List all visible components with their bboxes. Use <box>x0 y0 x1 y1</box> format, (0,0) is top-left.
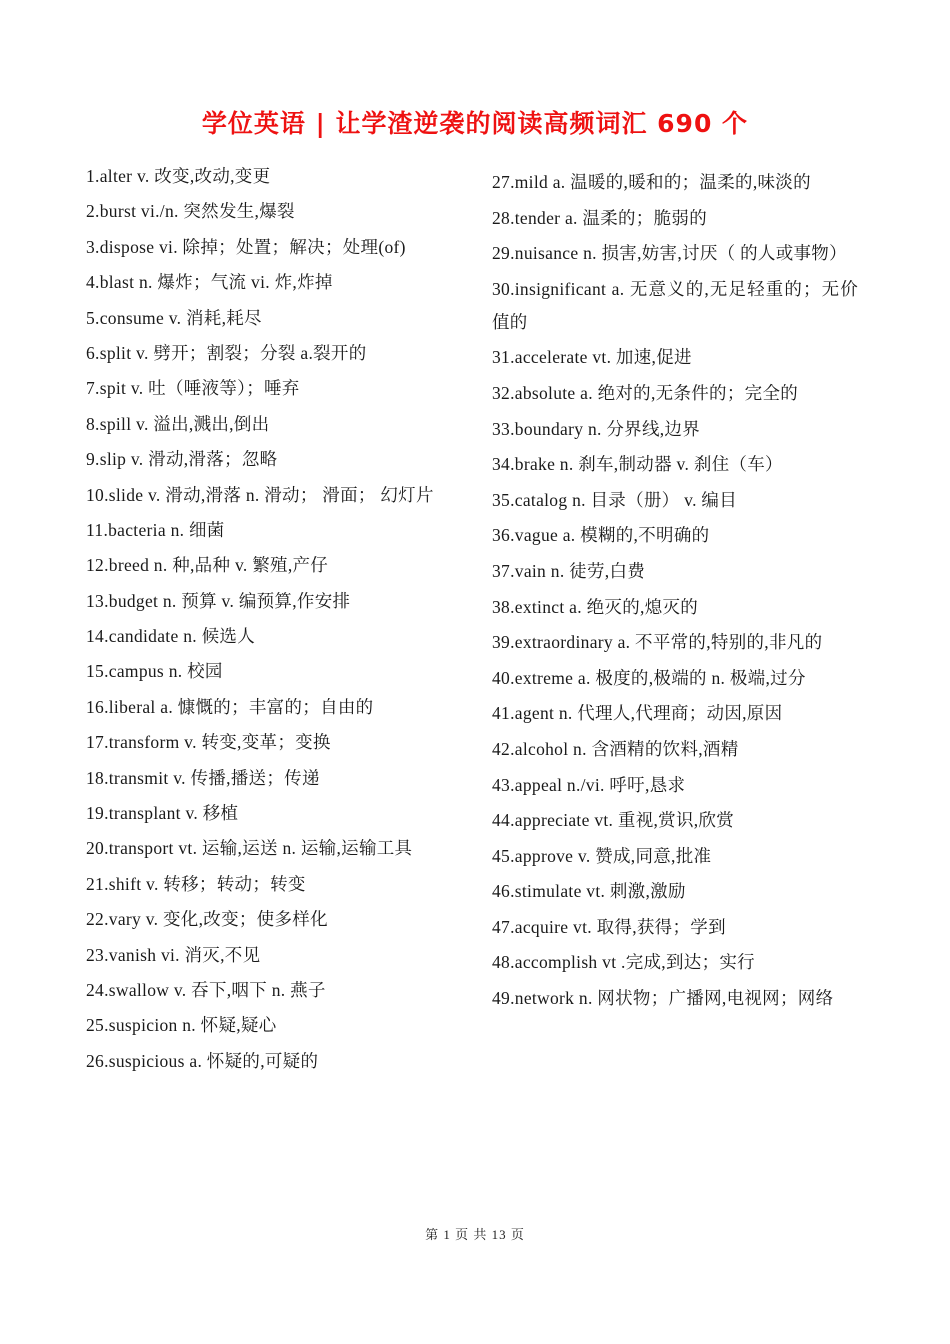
vocab-entry: 39.extraordinary a. 不平常的,特别的,非凡的 <box>492 632 823 653</box>
vocab-entry: 26.suspicious a. 怀疑的,可疑的 <box>86 1050 319 1071</box>
vocab-entry: 17.transform v. 转变,变革；变换 <box>86 732 331 753</box>
vocab-column-left <box>86 160 452 1080</box>
vocab-entry: 24.swallow v. 吞下,咽下 n. 燕子 <box>86 979 326 1000</box>
vocab-column-right <box>492 166 858 1018</box>
vocab-entry: 33.boundary n. 分界线,边界 <box>492 418 701 439</box>
vocab-entry: 11.bacteria n. 细菌 <box>86 519 225 540</box>
vocab-entry: 7.spit v. 吐（唾液等）；唾弃 <box>86 378 300 399</box>
vocab-entry: 32.absolute a. 绝对的,无条件的；完全的 <box>492 382 799 403</box>
vocab-entry: 36.vague a. 模糊的,不明确的 <box>492 525 710 546</box>
vocab-entry: 43.appeal n./vi. 呼吁,恳求 <box>492 774 686 795</box>
vocab-entry: 10.slide v. 滑动,滑落 n. 滑动； 滑面； 幻灯片 <box>86 484 434 505</box>
vocab-entry: 13.budget n. 预算 v. 编预算,作安排 <box>86 590 351 611</box>
vocab-entry: 31.accelerate vt. 加速,促进 <box>492 347 692 368</box>
vocab-entry: 4.blast n. 爆炸；气流 vi. 炸,炸掉 <box>86 272 333 293</box>
vocab-entry: 40.extreme a. 极度的,极端的 n. 极端,过分 <box>492 667 806 688</box>
vocab-entry: 27.mild a. 温暖的,暖和的；温柔的,味淡的 <box>492 172 811 192</box>
vocab-entry: 35.catalog n. 目录（册） v. 编目 <box>492 489 738 510</box>
vocab-entry: 34.brake n. 刹车,制动器 v. 刹住（车） <box>492 454 783 475</box>
vocab-entry: 20.transport vt. 运输,运送 n. 运输,运输工具 <box>86 838 413 859</box>
vocab-entry: 16.liberal a. 慷慨的；丰富的；自由的 <box>86 696 374 717</box>
vocab-entry: 14.candidate n. 候选人 <box>86 626 255 647</box>
page-footer: 第 1 页 共 13 页 <box>425 1227 525 1242</box>
vocab-entry: 6.split v. 劈开；割裂；分裂 a.裂开的 <box>86 342 367 363</box>
vocab-entry: 28.tender a. 温柔的；脆弱的 <box>492 207 707 228</box>
vocab-entry: 23.vanish vi. 消灭,不见 <box>86 944 261 965</box>
vocab-entry: 38.extinct a. 绝灭的,熄灭的 <box>492 596 699 617</box>
vocab-entry: 44.appreciate vt. 重视,赏识,欣赏 <box>492 810 735 831</box>
vocab-entry: 12.breed n. 种,品种 v. 繁殖,产仔 <box>86 555 329 576</box>
vocab-entry: 29.nuisance n. 损害,妨害,讨厌（ 的人或事物） <box>492 243 847 264</box>
vocab-entry: 22.vary v. 变化,改变；使多样化 <box>86 909 328 930</box>
vocab-entry: 21.shift v. 转移；转动；转变 <box>86 873 306 894</box>
vocab-entry: 49.network n. 网状物；广播网,电视网；网络 <box>492 988 834 1009</box>
vocab-entry: 46.stimulate vt. 刺激,激励 <box>492 881 686 902</box>
vocab-entry: 8.spill v. 溢出,溅出,倒出 <box>86 413 270 434</box>
vocab-entry: 5.consume v. 消耗,耗尽 <box>86 307 262 328</box>
vocab-entry: 42.alcohol n. 含酒精的饮料,酒精 <box>492 738 739 759</box>
vocab-entry: 1.alter v. 改变,改动,变更 <box>86 166 271 186</box>
vocab-entry: 41.agent n. 代理人,代理商；动因,原因 <box>492 703 783 724</box>
vocab-entry: 48.accomplish vt .完成,到达；实行 <box>492 952 755 973</box>
vocab-entry: 15.campus n. 校园 <box>86 661 223 682</box>
vocab-entry: 45.approve v. 赞成,同意,批准 <box>492 845 712 866</box>
vocab-entry: 25.suspicion n. 怀疑,疑心 <box>86 1015 277 1036</box>
vocab-entry: 3.dispose vi. 除掉；处置；解决；处理(of) <box>86 236 406 257</box>
vocab-entry: 47.acquire vt. 取得,获得；学到 <box>492 916 726 937</box>
vocab-entry: 9.slip v. 滑动,滑落；忽略 <box>86 449 278 470</box>
vocab-entry: 2.burst vi./n. 突然发生,爆裂 <box>86 201 295 222</box>
vocab-entry: 37.vain n. 徒劳,白费 <box>492 560 646 581</box>
page-title: 学位英语 | 让学渣逆袭的阅读高频词汇 690 个 <box>201 109 749 138</box>
vocab-entry: 19.transplant v. 移植 <box>86 803 239 824</box>
vocab-entry: 18.transmit v. 传播,播送；传递 <box>86 767 320 788</box>
vocab-entry: 30.insignificant a. 无意义的,无足轻重的；无价值的 <box>492 278 858 332</box>
